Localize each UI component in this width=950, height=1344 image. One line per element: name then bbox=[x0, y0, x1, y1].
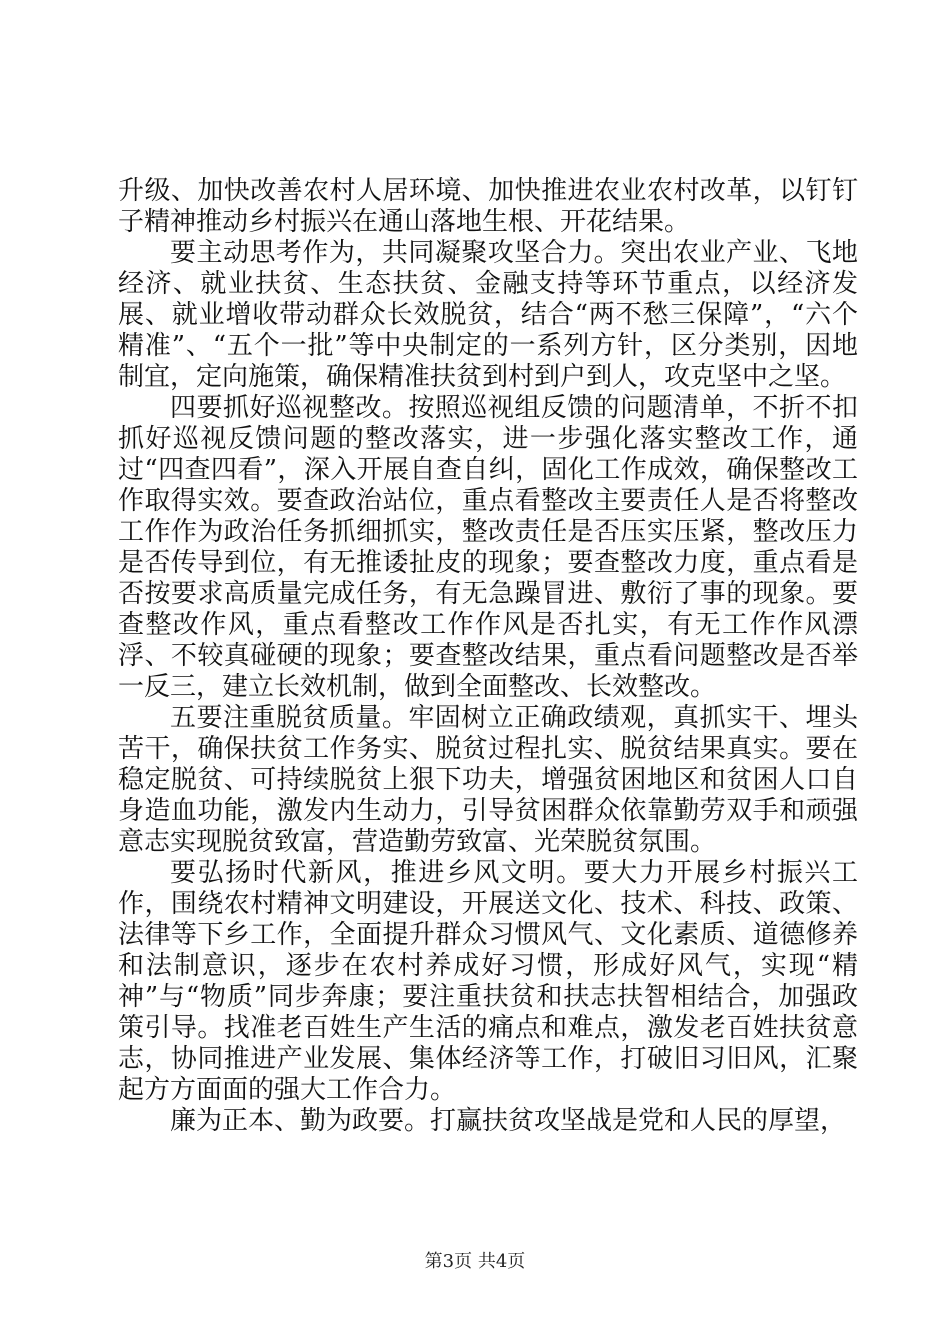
paragraph-rural-civilization: 要弘扬时代新风，推进乡风文明。要大力开展乡村振兴工作，围绕农村精神文明建设，开展送文化、技术、科技、政策、法律等下乡工作，全面提升群众习惯风气、文化素质、道德修养和法制意识，逐步在农村养成好习惯，形成好风气，实现“精神”与“物质”同步奔康；要注重扶贫和扶志扶智相结合，加强政策引导。找准老百姓生产生活的痛点和难点，激发老百姓扶贫意志，协同推进产业发展、集体经济等工作，打破旧习旧风，汇聚起方方面面的强大工作合力。 bbox=[118, 858, 858, 1105]
paragraph-join-forces: 要主动思考作为，共同凝聚攻坚合力。突出农业产业、飞地经济、就业扶贫、生态扶贫、金融支持等环节重点，以经济发展、就业增收带动群众长效脱贫，结合“两不愁三保障”，“六个精准”、“五个一批”等中央制定的一系列方针，区分类别，因地制宜，定向施策，确保精准扶贫到村到户到人，攻克坚中之坚。 bbox=[118, 238, 858, 392]
page-footer: 第3页 共4页 bbox=[424, 1251, 526, 1272]
paragraph-inspection-rectification: 四要抓好巡视整改。按照巡视组反馈的问题清单，不折不扣抓好巡视反馈问题的整改落实，进一步强化落实整改工作，通过“四查四看”，深入开展自查自纠，固化工作成效，确保整改工作取得实效。要查政治站位，重点看整改主要责任人是否将整改工作作为政治任务抓细抓实，整改责任是否压实压紧，整改压力是否传导到位，有无推诿扯皮的现象；要查整改力度，重点看是否按要求高质量完成任务，有无急躁冒进、敷衍了事的现象。要查整改作风，重点看整改工作作风是否扎实，有无工作作风漂浮、不较真碰硬的现象；要查整改结果，重点看问题整改是否举一反三，建立长效机制，做到全面整改、长效整改。 bbox=[118, 393, 858, 702]
paragraph-poverty-quality: 五要注重脱贫质量。牢固树立正确政绩观，真抓实干、埋头苦干，确保扶贫工作务实、脱贫过程扎实、脱贫结果真实。要在稳定脱贫、可持续脱贫上狠下功夫，增强贫困地区和贫困人口自身造血功能，激发内生动力，引导贫困群众依靠勤劳双手和顽强意志实现脱贫致富，营造勤劳致富、光荣脱贫氛围。 bbox=[118, 703, 858, 857]
paragraph-integrity: 廉为正本、勤为政要。打赢扶贫攻坚战是党和人民的厚望， bbox=[170, 1106, 847, 1136]
document-body bbox=[118, 176, 858, 1137]
paragraph-continuation: 升级、加快改善农村人居环境、加快推进农业农村改革，以钉钉子精神推动乡村振兴在通山落地生根、开花结果。 bbox=[118, 176, 858, 237]
